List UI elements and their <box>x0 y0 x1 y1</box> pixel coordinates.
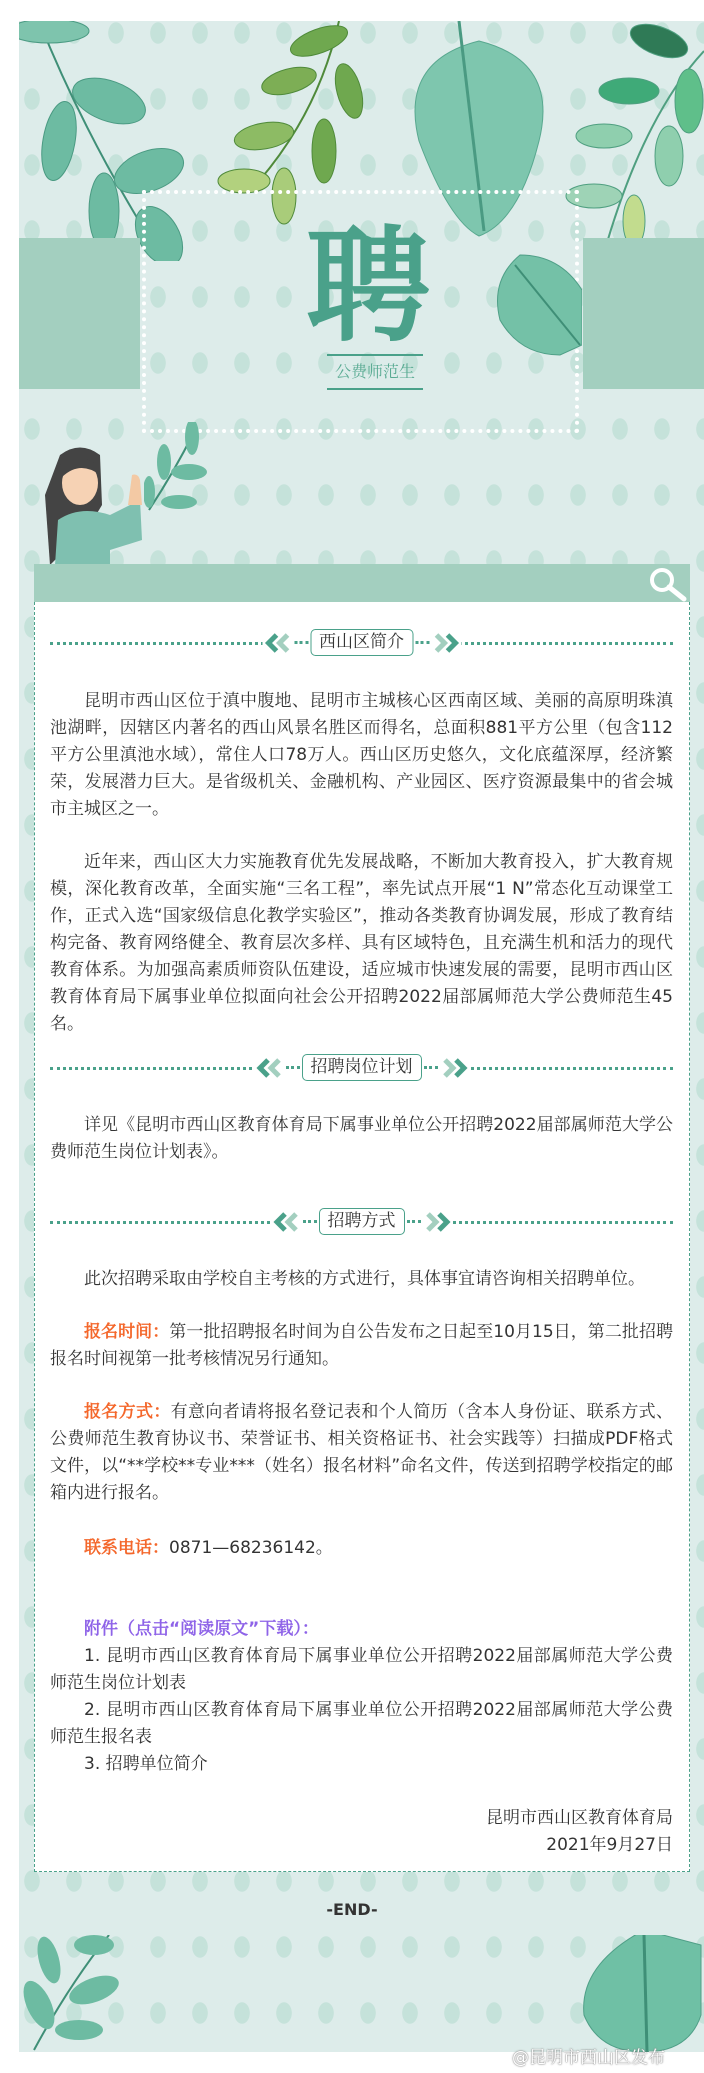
chevron-left-icon <box>256 1058 284 1078</box>
waving-girl-illustration-icon <box>40 445 152 565</box>
intro-paragraph-1: 昆明市西山区位于滇中腹地、昆明市主城核心区西南区域、美丽的高原明珠滇池湖畔，因辖区内著名的西山风景名胜区而得名，总面积881平方公里（包含112平方公里滇池水域），常住人口78万人。西山区历史悠久，文化底蕴深厚，经济繁荣，发展潜力巨大。是省级机关、金融机构、产业园区、医疗资源最集中的省会城市主城区之一。 <box>50 691 673 819</box>
monstera-leaf-icon <box>490 250 582 360</box>
chevron-right-icon <box>431 633 459 653</box>
section-title-label: 招聘岗位计划 <box>302 1054 422 1081</box>
signature-date: 2021年9月27日 <box>546 1835 673 1855</box>
attachment-item[interactable]: 1. 昆明市西山区教育体育局下属事业单位公开招聘2022届部属师范大学公费师范生岗位计划表 <box>50 1646 673 1693</box>
sprig-leaf-icon <box>144 422 214 512</box>
contact-phone <box>50 1535 673 1562</box>
section-title-intro <box>50 629 673 657</box>
attachment-item[interactable]: 3. 招聘单位简介 <box>84 1754 208 1774</box>
bottom-leaves-decoration-icon <box>19 1935 704 2052</box>
registration-method <box>50 1399 673 1507</box>
signature-org: 昆明市西山区教育体育局 <box>486 1808 673 1828</box>
attachments-title[interactable]: 附件（点击“阅读原文”下载）： <box>84 1619 319 1639</box>
section-title-label: 招聘方式 <box>319 1208 405 1235</box>
attachment-item[interactable]: 2. 昆明市西山区教育体育局下属事业单位公开招聘2022届部属师范大学公费师范生报名表 <box>50 1700 673 1747</box>
right-color-block <box>583 238 704 389</box>
header-bar <box>34 564 690 602</box>
plan-paragraph: 详见《昆明市西山区教育体育局下属事业单位公开招聘2022届部属师范大学公费师范生岗位计划表》。 <box>50 1115 673 1162</box>
section-title-method <box>50 1208 673 1236</box>
hiring-subtitle: 公费师范生 <box>327 354 423 390</box>
chevron-right-icon <box>423 1212 451 1232</box>
search-icon[interactable] <box>648 566 688 602</box>
hiring-title-char: 聘 <box>305 215 430 359</box>
contact-phone-label: 联系电话： <box>84 1538 169 1558</box>
registration-time-label: 报名时间： <box>84 1322 170 1342</box>
signature <box>50 1805 673 1859</box>
registration-method-label: 报名方式： <box>84 1402 171 1422</box>
section-title-label: 西山区简介 <box>310 629 413 656</box>
registration-time <box>50 1319 673 1373</box>
chevron-left-icon <box>264 633 292 653</box>
method-paragraph: 此次招聘采取由学校自主考核的方式进行，具体事宜请咨询相关招聘单位。 <box>84 1269 645 1289</box>
end-mark: -END- <box>326 1900 378 1919</box>
weibo-watermark: @昆明市西山区发布 <box>512 2048 665 2068</box>
intro-paragraph-2: 近年来，西山区大力实施教育优先发展战略，不断加大教育投入，扩大教育规模，深化教育改革，全面实施“三名工程”，率先试点开展“1 N”常态化互动课堂工作，正式入选“国家级信息化教学实验区”，推动各类教育协调发展，形成了教育结构完备、教育网络健全、教育层次多样、具有区域特色，且充满生机和活力的现代教育体系。为加强高素质师资队伍建设，适应城市快速发展的需要，昆明市西山区教育体育局下属事业单位拟面向社会公开招聘2022届部属师范大学公费师范生45名。 <box>50 852 673 1034</box>
section-title-plan <box>50 1054 673 1082</box>
chevron-right-icon <box>440 1058 468 1078</box>
left-color-block <box>19 238 140 389</box>
chevron-left-icon <box>273 1212 301 1232</box>
registration-time-text: 第一批招聘报名时间为自公告发布之日起至10月15日，第二批招聘报名时间视第一批考核情况另行通知。 <box>50 1322 673 1369</box>
registration-method-text: 有意向者请将报名登记表和个人简历（含本人身份证、联系方式、公费师范生教育协议书、荣誉证书、相关资格证书、社会实践等）扫描成PDF格式文件，以“**学校**专业***（姓名）报名材料”命名文件，传送到招聘学校指定的邮箱内进行报名。 <box>50 1402 674 1503</box>
attachments <box>50 1616 673 1778</box>
contact-phone-text: 0871—68236142。 <box>169 1538 333 1558</box>
